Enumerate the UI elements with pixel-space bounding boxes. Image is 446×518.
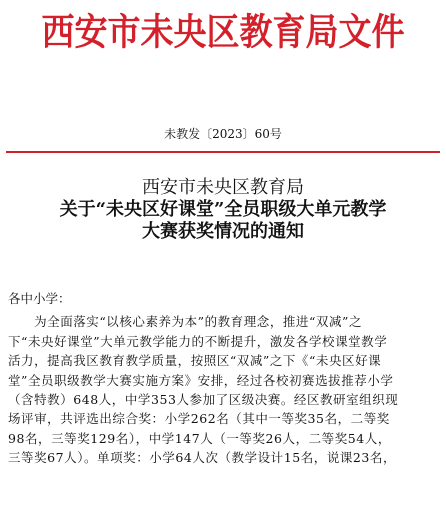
salutation: 各中小学： bbox=[8, 291, 71, 306]
body-line: 堂”全员职级教学大赛实施方案》安排，经过各校初赛选拔推荐小学 bbox=[8, 372, 394, 388]
body-line: 下“未央好课堂”大单元教学能力的不断提升，激发各学校课堂教学 bbox=[8, 333, 388, 349]
body-line: 三等奖67人）。单项奖：小学64人次（教学设计15名，说课23名， bbox=[8, 450, 397, 466]
issuer-line: 西安市未央区教育局 bbox=[142, 177, 304, 198]
body-line: （含特教）648人，中学353人参加了区级决赛。经区教研室组织现 bbox=[8, 392, 399, 408]
notice-body bbox=[8, 289, 440, 468]
body-line: 为全面落实“以核心素养为本”的教育理念，推进“双减”之 bbox=[8, 314, 363, 330]
document-number: 未教发〔2023〕60号 bbox=[164, 127, 282, 141]
notice-title-block bbox=[0, 177, 446, 243]
red-divider-line bbox=[6, 151, 440, 153]
red-header-title: 西安市未央区教育局文件 bbox=[41, 9, 405, 54]
body-paragraph bbox=[8, 312, 440, 467]
body-line: 活力，提高我区教育教学质量，按照区“双减”之下《“未央区好课 bbox=[8, 353, 382, 369]
notice-title-line-2: 大赛获奖情况的通知 bbox=[142, 221, 304, 242]
body-line: 场评审，共评选出综合奖：小学262名（其中一等奖35名，二等奖 bbox=[8, 411, 390, 427]
notice-title-line-1: 关于“未央区好课堂”全员职级大单元教学 bbox=[59, 199, 387, 220]
body-line: 98名，三等奖129名），中学147人（一等奖26人，二等奖54人， bbox=[8, 430, 391, 446]
